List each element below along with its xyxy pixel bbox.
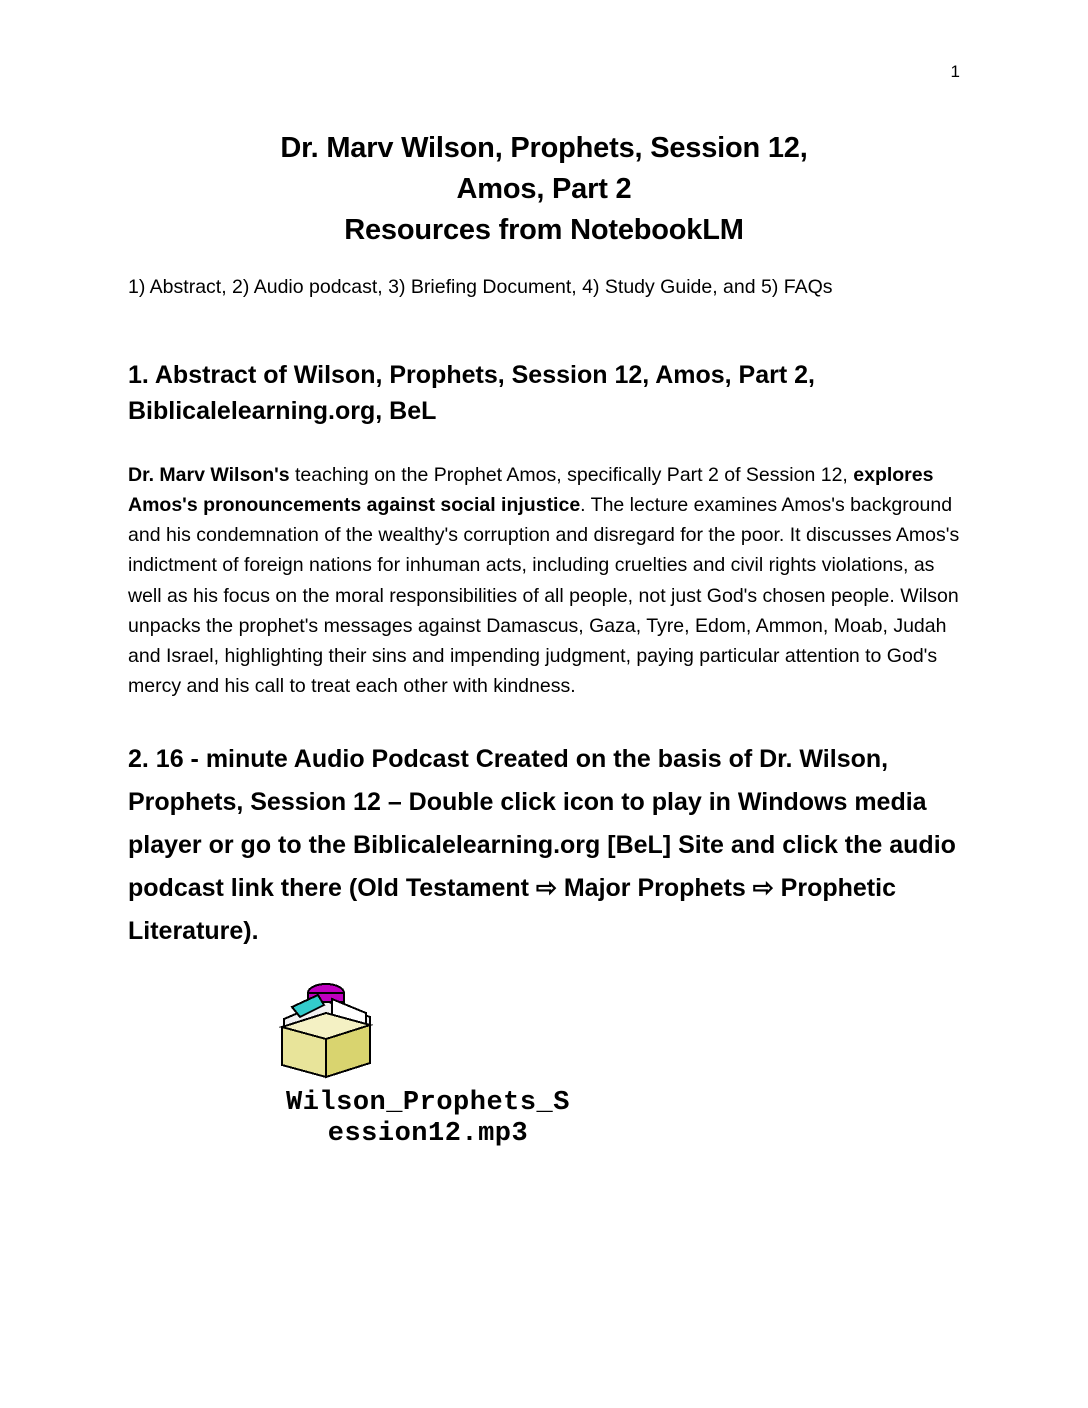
- package-media-icon[interactable]: [266, 979, 386, 1084]
- section-1-heading: 1. Abstract of Wilson, Prophets, Session 12, Amos, Part 2, Biblicalelearning.org, BeL: [128, 360, 815, 426]
- resource-list-subtitle: 1) Abstract, 2) Audio podcast, 3) Briefing Document, 4) Study Guide, and 5) FAQs: [128, 275, 833, 298]
- title-line-3: Resources from NotebookLM: [344, 214, 744, 247]
- arrow-right-icon: ⇨: [535, 873, 557, 902]
- attachment-filename: [248, 1088, 608, 1152]
- title-line-1: Dr. Marv Wilson, Prophets, Session 12,: [280, 132, 808, 164]
- arrow-right-icon-2: ⇨: [752, 873, 774, 902]
- paragraph-rest: . The lecture examines Amos's background and his condemnation of the wealthy's corruption and disregard for the poor. It discusses Amos's indictment of foreign nations for inhuman acts, including cruelties and civil rights violations, as well as his focus on the moral responsibilities of all people, not just God's chosen people. Wilson unpacks the prophet's messages against Damascus, Gaza, Tyre, Edom, Ammon, Moab, Judah and Israel, highlighting their sins and impending judgment, paying particular attention to God's mercy and his call to treat each other with kindness.: [128, 494, 960, 698]
- attachment-filename-line-2: ession12.mp3: [327, 1119, 529, 1150]
- audio-attachment[interactable]: [248, 979, 628, 1152]
- paragraph-bold-2: explores Amos's pronouncements against social injustice: [128, 463, 934, 517]
- paragraph-lead-bold: Dr. Marv Wilson's: [128, 463, 290, 486]
- section-2-text-1: 2. 16 - minute Audio Podcast Created on the basis of Dr. Wilson, Prophets, Session 12 – Double click icon to play in Windows media player or go to the Biblicalelearning.org [BeL] Site and click the audio podcast link there (Old Testament: [128, 744, 956, 902]
- title-line-2: Amos, Part 2: [456, 173, 632, 206]
- section-1-paragraph: [128, 460, 960, 702]
- document-title: [128, 128, 960, 252]
- section-2-heading: [128, 738, 960, 953]
- section-2-text-3: Prophetic Literature).: [128, 873, 896, 945]
- attachment-filename-line-1: Wilson_Prophets_S: [286, 1087, 570, 1118]
- section-2-text-2: Major Prophets: [556, 873, 753, 902]
- page-number: 1: [950, 62, 960, 81]
- paragraph-mid-1: teaching on the Prophet Amos, specifically Part 2 of Session 12,: [289, 463, 854, 486]
